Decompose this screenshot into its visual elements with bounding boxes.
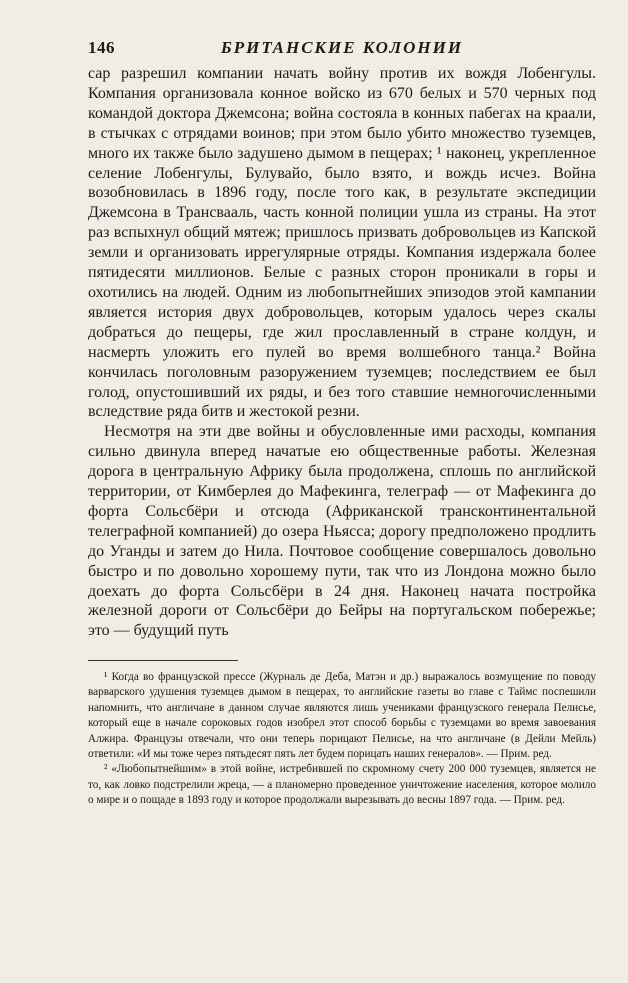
running-head: БРИТАНСКИЕ КОЛОНИИ [220,38,464,57]
footnotes [88,670,596,809]
footnote-divider [88,660,238,661]
footnote: ² «Любопытнейшим» в этой войне, истребившей по скромному счету 200 000 туземцев, является не то, как ловко подстрелили жреца, — а планомерно проведенное уничтожение населения, которое молило о мире и о пощаде в 1893 году и которое продолжали вырезывать до весны 1897 года. — Прим. ред. [88,763,596,807]
footnote: ¹ Когда во французской прессе (Журналь де Деба, Матэн и др.) выражалось возмущение по поводу варварского удушения туземцев дымом в пещерах, то английские газеты во главе с Таймс поспешили напомнить, что англичане в данном случае являются лишь учениками французского генерала Пелисье, который еще в начале сороковых годов изобрел этот способ борьбы с туземцами во время завоевания Алжира. Французы отвечали, что они теперь порицают Пелисье, на что англичане (в Дейли Мейль) ответили: «И мы тоже через пятьдесят пять лет будем порицать наших генералов». — Прим. ред. [88,671,596,761]
paragraph: Несмотря на эти две войны и обусловленные ими расходы, компания сильно двинула вперед начатые ею общественные работы. Железная дорога в центральную Африку была продолжена, сплошь по английской территории, от Кимберлея до Мафекинга, телеграф — от Мафекинга до форта Сольсбёри и отсюда (Африканской трансконтинентальной телеграфной компанией) до озера Ньясса; дорогу предположено продлить до Уганды и затем до Нила. Почтовое сообщение совершалось довольно быстро и по довольно хорошему пути, так что из Лондона можно было доехать до форта Сольсбёри в 24 дня. Наконец начата постройка железной дороги от Сольсбёри до Бейры на португальском побережье; это — будущий путь [88,423,596,640]
page-number: 146 [88,38,115,57]
paragraph: сар разрешил компании начать войну против их вождя Лобенгулы. Компания организовала конное войско из 670 белых и 570 черных под командой доктора Джемсона; война состояла в конных пабегах на краали, в стычках с отрядами воинов; при этом было убито множество туземцев, много их также было задушено дымом в пещерах; ¹ наконец, укрепленное селение Лобенгулы, Булувайо, было взято, и вождь исчез. Война возобновилась в 1896 году, после того как, в результате экспедиции Джемсона в Трансвааль, часть конной полиции ушла из страны. На этот раз вспыхнул общий мятеж; пришлось призвать добровольцев из Капской земли и организовать иррегулярные отряды. Компания издержала более пятидесяти миллионов. Белые с разных сторон проникали в горы и охотились на людей. Одним из любопытнейших эпизодов этой кампании является история двух добровольцев, которым удалось через скалы добраться до пещеры, где жил прославленный в стране колдун, и насмерть уложить его пулей во время волшебного танца.² Война кончилась поголовным разоружением туземцев; последствием ее был голод, опустошивший их ряды, и без того ставшие немногочисленными вследствие ряда битв и жестокой резни. [88,65,596,421]
page-header [88,38,596,62]
main-text [88,64,596,641]
